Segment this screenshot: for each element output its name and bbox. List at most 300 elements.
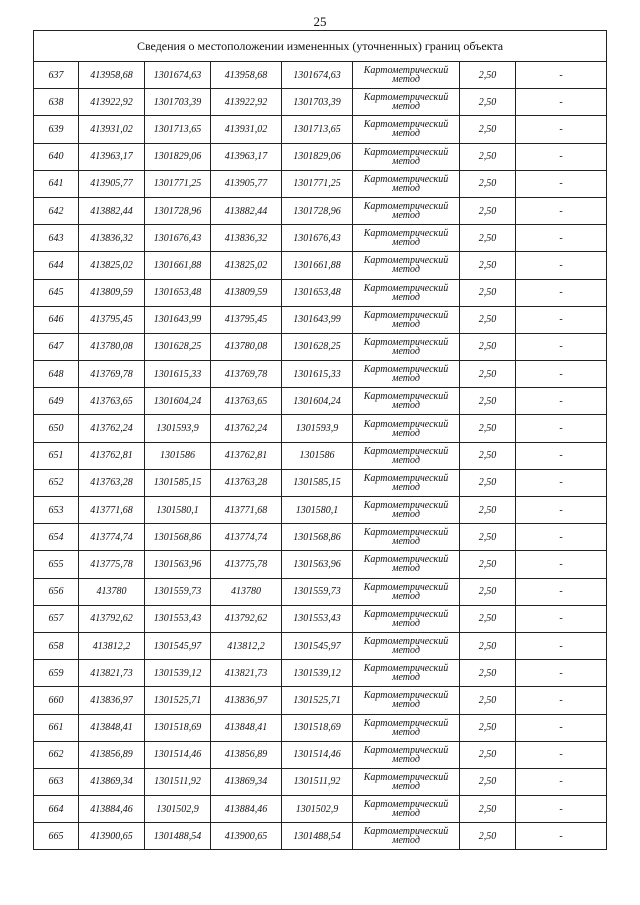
point-number-cell: 639	[34, 116, 79, 143]
method-cell	[353, 741, 460, 768]
method-line1: Картометрический	[363, 472, 449, 484]
table-row	[34, 497, 607, 524]
method-cell	[353, 714, 460, 741]
x-new-cell: 413780,08	[211, 333, 282, 360]
table-row	[34, 415, 607, 442]
y-new-cell: 1301661,88	[282, 252, 353, 279]
y-new-cell: 1301539,12	[282, 660, 353, 687]
table-row	[34, 605, 607, 632]
y-old-cell: 1301539,12	[145, 660, 211, 687]
accuracy-cell: 2,50	[460, 388, 516, 415]
method-line2: метод	[392, 210, 420, 222]
table-row	[34, 170, 607, 197]
y-new-cell: 1301604,24	[282, 388, 353, 415]
x-old-cell: 413900,65	[79, 823, 145, 850]
table-caption-row	[34, 31, 607, 62]
y-old-cell: 1301676,43	[145, 225, 211, 252]
y-old-cell: 1301580,1	[145, 497, 211, 524]
y-new-cell: 1301771,25	[282, 170, 353, 197]
x-new-cell: 413774,74	[211, 524, 282, 551]
method-line1: Картометрический	[363, 391, 449, 403]
table-row	[34, 687, 607, 714]
method-cell	[353, 252, 460, 279]
table-row	[34, 442, 607, 469]
y-old-cell: 1301525,71	[145, 687, 211, 714]
method-line1: Картометрический	[363, 228, 449, 240]
method-line1: Картометрический	[363, 581, 449, 593]
method-cell	[353, 469, 460, 496]
table-row	[34, 252, 607, 279]
description-cell: -	[516, 551, 607, 578]
x-new-cell: 413856,89	[211, 741, 282, 768]
method-line2: метод	[392, 808, 420, 820]
table-row	[34, 62, 607, 89]
y-old-cell: 1301585,15	[145, 469, 211, 496]
table-row	[34, 632, 607, 659]
y-new-cell: 1301488,54	[282, 823, 353, 850]
y-old-cell: 1301653,48	[145, 279, 211, 306]
x-old-cell: 413762,24	[79, 415, 145, 442]
method-line2: метод	[392, 699, 420, 711]
description-cell: -	[516, 143, 607, 170]
y-new-cell: 1301511,92	[282, 768, 353, 795]
method-line2: метод	[392, 291, 420, 303]
method-line2: метод	[392, 645, 420, 657]
accuracy-cell: 2,50	[460, 197, 516, 224]
method-cell	[353, 89, 460, 116]
method-line1: Картометрический	[363, 445, 449, 457]
y-new-cell: 1301728,96	[282, 197, 353, 224]
method-cell	[353, 415, 460, 442]
y-new-cell: 1301674,63	[282, 62, 353, 89]
method-line1: Картометрический	[363, 309, 449, 321]
method-line2: метод	[392, 400, 420, 412]
method-cell	[353, 279, 460, 306]
y-old-cell: 1301553,43	[145, 605, 211, 632]
y-new-cell: 1301713,65	[282, 116, 353, 143]
x-new-cell: 413762,81	[211, 442, 282, 469]
y-old-cell: 1301604,24	[145, 388, 211, 415]
description-cell: -	[516, 714, 607, 741]
y-old-cell: 1301771,25	[145, 170, 211, 197]
y-new-cell: 1301643,99	[282, 306, 353, 333]
description-cell: -	[516, 279, 607, 306]
table-row	[34, 116, 607, 143]
method-line2: метод	[392, 155, 420, 167]
x-old-cell: 413763,65	[79, 388, 145, 415]
method-line2: метод	[392, 128, 420, 140]
table-row	[34, 279, 607, 306]
method-line2: метод	[392, 835, 420, 847]
method-cell	[353, 551, 460, 578]
method-line1: Картометрический	[363, 92, 449, 104]
y-new-cell: 1301559,73	[282, 578, 353, 605]
point-number-cell: 646	[34, 306, 79, 333]
x-old-cell: 413780	[79, 578, 145, 605]
x-old-cell: 413763,28	[79, 469, 145, 496]
x-new-cell: 413958,68	[211, 62, 282, 89]
method-line2: метод	[392, 780, 420, 792]
table-row	[34, 660, 607, 687]
method-cell	[353, 442, 460, 469]
method-line2: метод	[392, 509, 420, 521]
x-new-cell: 413821,73	[211, 660, 282, 687]
y-old-cell: 1301514,46	[145, 741, 211, 768]
description-cell: -	[516, 768, 607, 795]
method-cell	[353, 605, 460, 632]
method-line1: Картометрический	[363, 146, 449, 158]
description-cell: -	[516, 524, 607, 551]
method-line2: метод	[392, 672, 420, 684]
x-new-cell: 413825,02	[211, 252, 282, 279]
table-row	[34, 225, 607, 252]
table-row	[34, 551, 607, 578]
description-cell: -	[516, 632, 607, 659]
y-new-cell: 1301545,97	[282, 632, 353, 659]
accuracy-cell: 2,50	[460, 252, 516, 279]
point-number-cell: 640	[34, 143, 79, 170]
table-row	[34, 714, 607, 741]
accuracy-cell: 2,50	[460, 632, 516, 659]
x-new-cell: 413848,41	[211, 714, 282, 741]
x-old-cell: 413774,74	[79, 524, 145, 551]
description-cell: -	[516, 823, 607, 850]
description-cell: -	[516, 333, 607, 360]
accuracy-cell: 2,50	[460, 143, 516, 170]
method-cell	[353, 823, 460, 850]
point-number-cell: 659	[34, 660, 79, 687]
method-line2: метод	[392, 753, 420, 765]
accuracy-cell: 2,50	[460, 89, 516, 116]
y-new-cell: 1301518,69	[282, 714, 353, 741]
x-old-cell: 413848,41	[79, 714, 145, 741]
table-row	[34, 524, 607, 551]
description-cell: -	[516, 388, 607, 415]
description-cell: -	[516, 578, 607, 605]
method-line2: метод	[392, 590, 420, 602]
x-old-cell: 413905,77	[79, 170, 145, 197]
x-new-cell: 413775,78	[211, 551, 282, 578]
point-number-cell: 650	[34, 415, 79, 442]
x-new-cell: 413963,17	[211, 143, 282, 170]
y-new-cell: 1301676,43	[282, 225, 353, 252]
description-cell: -	[516, 741, 607, 768]
table-row	[34, 823, 607, 850]
method-line1: Картометрический	[363, 255, 449, 267]
x-old-cell: 413809,59	[79, 279, 145, 306]
method-line2: метод	[392, 536, 420, 548]
method-line2: метод	[392, 427, 420, 439]
method-cell	[353, 796, 460, 823]
y-new-cell: 1301586	[282, 442, 353, 469]
y-old-cell: 1301568,86	[145, 524, 211, 551]
x-new-cell: 413869,34	[211, 768, 282, 795]
point-number-cell: 656	[34, 578, 79, 605]
accuracy-cell: 2,50	[460, 714, 516, 741]
y-new-cell: 1301628,25	[282, 333, 353, 360]
method-line1: Картометрический	[363, 690, 449, 702]
point-number-cell: 663	[34, 768, 79, 795]
description-cell: -	[516, 170, 607, 197]
description-cell: -	[516, 687, 607, 714]
description-cell: -	[516, 252, 607, 279]
accuracy-cell: 2,50	[460, 578, 516, 605]
method-cell	[353, 768, 460, 795]
method-cell	[353, 578, 460, 605]
method-line1: Картометрический	[363, 608, 449, 620]
accuracy-cell: 2,50	[460, 741, 516, 768]
method-line1: Картометрический	[363, 500, 449, 512]
point-number-cell: 644	[34, 252, 79, 279]
table-caption: Сведения о местоположении измененных (уточненных) границ объекта	[34, 31, 607, 62]
x-old-cell: 413836,97	[79, 687, 145, 714]
accuracy-cell: 2,50	[460, 116, 516, 143]
y-old-cell: 1301643,99	[145, 306, 211, 333]
y-old-cell: 1301674,63	[145, 62, 211, 89]
method-cell	[353, 143, 460, 170]
x-new-cell: 413771,68	[211, 497, 282, 524]
table-row	[34, 578, 607, 605]
point-number-cell: 649	[34, 388, 79, 415]
accuracy-cell: 2,50	[460, 415, 516, 442]
method-line2: метод	[392, 617, 420, 629]
method-line1: Картометрический	[363, 282, 449, 294]
method-line2: метод	[392, 182, 420, 194]
accuracy-cell: 2,50	[460, 442, 516, 469]
method-line1: Картометрический	[363, 418, 449, 430]
x-old-cell: 413769,78	[79, 361, 145, 388]
x-old-cell: 413780,08	[79, 333, 145, 360]
table-row	[34, 796, 607, 823]
accuracy-cell: 2,50	[460, 524, 516, 551]
y-new-cell: 1301615,33	[282, 361, 353, 388]
y-new-cell: 1301580,1	[282, 497, 353, 524]
point-number-cell: 651	[34, 442, 79, 469]
x-new-cell: 413900,65	[211, 823, 282, 850]
x-old-cell: 413836,32	[79, 225, 145, 252]
method-line1: Картометрический	[363, 65, 449, 77]
table-row	[34, 333, 607, 360]
x-new-cell: 413882,44	[211, 197, 282, 224]
method-line2: метод	[392, 264, 420, 276]
x-old-cell: 413922,92	[79, 89, 145, 116]
accuracy-cell: 2,50	[460, 62, 516, 89]
x-new-cell: 413763,28	[211, 469, 282, 496]
x-new-cell: 413931,02	[211, 116, 282, 143]
y-new-cell: 1301703,39	[282, 89, 353, 116]
point-number-cell: 654	[34, 524, 79, 551]
x-new-cell: 413780	[211, 578, 282, 605]
y-old-cell: 1301559,73	[145, 578, 211, 605]
x-new-cell: 413809,59	[211, 279, 282, 306]
method-line2: метод	[392, 454, 420, 466]
method-line1: Картометрический	[363, 636, 449, 648]
x-old-cell: 413821,73	[79, 660, 145, 687]
y-old-cell: 1301545,97	[145, 632, 211, 659]
y-new-cell: 1301553,43	[282, 605, 353, 632]
y-old-cell: 1301661,88	[145, 252, 211, 279]
point-number-cell: 661	[34, 714, 79, 741]
method-cell	[353, 62, 460, 89]
y-new-cell: 1301653,48	[282, 279, 353, 306]
y-new-cell: 1301514,46	[282, 741, 353, 768]
x-new-cell: 413812,2	[211, 632, 282, 659]
method-cell	[353, 388, 460, 415]
x-old-cell: 413963,17	[79, 143, 145, 170]
table-row	[34, 197, 607, 224]
y-old-cell: 1301563,96	[145, 551, 211, 578]
y-old-cell: 1301703,39	[145, 89, 211, 116]
description-cell: -	[516, 415, 607, 442]
accuracy-cell: 2,50	[460, 605, 516, 632]
method-cell	[353, 225, 460, 252]
method-line1: Картометрический	[363, 554, 449, 566]
y-old-cell: 1301511,92	[145, 768, 211, 795]
point-number-cell: 652	[34, 469, 79, 496]
x-new-cell: 413905,77	[211, 170, 282, 197]
method-line1: Картометрический	[363, 826, 449, 838]
method-line2: метод	[392, 345, 420, 357]
y-old-cell: 1301615,33	[145, 361, 211, 388]
x-old-cell: 413884,46	[79, 796, 145, 823]
method-line1: Картометрический	[363, 717, 449, 729]
description-cell: -	[516, 796, 607, 823]
description-cell: -	[516, 605, 607, 632]
x-old-cell: 413762,81	[79, 442, 145, 469]
x-old-cell: 413795,45	[79, 306, 145, 333]
x-old-cell: 413812,2	[79, 632, 145, 659]
point-number-cell: 645	[34, 279, 79, 306]
method-line2: метод	[392, 563, 420, 575]
y-new-cell: 1301585,15	[282, 469, 353, 496]
x-old-cell: 413825,02	[79, 252, 145, 279]
x-old-cell: 413775,78	[79, 551, 145, 578]
point-number-cell: 643	[34, 225, 79, 252]
method-cell	[353, 306, 460, 333]
method-cell	[353, 197, 460, 224]
point-number-cell: 657	[34, 605, 79, 632]
accuracy-cell: 2,50	[460, 333, 516, 360]
description-cell: -	[516, 116, 607, 143]
x-old-cell: 413958,68	[79, 62, 145, 89]
x-old-cell: 413882,44	[79, 197, 145, 224]
description-cell: -	[516, 361, 607, 388]
table-row	[34, 388, 607, 415]
point-number-cell: 647	[34, 333, 79, 360]
y-new-cell: 1301563,96	[282, 551, 353, 578]
method-line1: Картометрический	[363, 201, 449, 213]
method-cell	[353, 687, 460, 714]
accuracy-cell: 2,50	[460, 306, 516, 333]
table-row	[34, 361, 607, 388]
x-old-cell: 413931,02	[79, 116, 145, 143]
y-old-cell: 1301593,9	[145, 415, 211, 442]
method-line1: Картометрический	[363, 364, 449, 376]
method-cell	[353, 333, 460, 360]
point-number-cell: 658	[34, 632, 79, 659]
x-old-cell: 413869,34	[79, 768, 145, 795]
y-new-cell: 1301502,9	[282, 796, 353, 823]
x-old-cell: 413856,89	[79, 741, 145, 768]
method-cell	[353, 361, 460, 388]
point-number-cell: 638	[34, 89, 79, 116]
point-number-cell: 653	[34, 497, 79, 524]
method-line2: метод	[392, 481, 420, 493]
accuracy-cell: 2,50	[460, 768, 516, 795]
method-line2: метод	[392, 726, 420, 738]
method-line2: метод	[392, 74, 420, 86]
description-cell: -	[516, 89, 607, 116]
y-old-cell: 1301502,9	[145, 796, 211, 823]
y-new-cell: 1301593,9	[282, 415, 353, 442]
description-cell: -	[516, 62, 607, 89]
method-line1: Картометрический	[363, 119, 449, 131]
x-new-cell: 413792,62	[211, 605, 282, 632]
accuracy-cell: 2,50	[460, 361, 516, 388]
x-new-cell: 413763,65	[211, 388, 282, 415]
x-new-cell: 413769,78	[211, 361, 282, 388]
accuracy-cell: 2,50	[460, 823, 516, 850]
description-cell: -	[516, 197, 607, 224]
method-line2: метод	[392, 101, 420, 113]
y-old-cell: 1301628,25	[145, 333, 211, 360]
x-new-cell: 413795,45	[211, 306, 282, 333]
method-cell	[353, 497, 460, 524]
point-number-cell: 660	[34, 687, 79, 714]
accuracy-cell: 2,50	[460, 170, 516, 197]
point-number-cell: 662	[34, 741, 79, 768]
accuracy-cell: 2,50	[460, 225, 516, 252]
x-new-cell: 413836,97	[211, 687, 282, 714]
method-line1: Картометрический	[363, 527, 449, 539]
description-cell: -	[516, 306, 607, 333]
method-cell	[353, 660, 460, 687]
y-new-cell: 1301525,71	[282, 687, 353, 714]
point-number-cell: 664	[34, 796, 79, 823]
y-old-cell: 1301713,65	[145, 116, 211, 143]
accuracy-cell: 2,50	[460, 687, 516, 714]
accuracy-cell: 2,50	[460, 497, 516, 524]
y-old-cell: 1301488,54	[145, 823, 211, 850]
method-line1: Картометрический	[363, 336, 449, 348]
x-old-cell: 413771,68	[79, 497, 145, 524]
y-old-cell: 1301728,96	[145, 197, 211, 224]
point-number-cell: 665	[34, 823, 79, 850]
method-cell	[353, 632, 460, 659]
y-old-cell: 1301518,69	[145, 714, 211, 741]
point-number-cell: 641	[34, 170, 79, 197]
accuracy-cell: 2,50	[460, 469, 516, 496]
method-cell	[353, 170, 460, 197]
x-new-cell: 413836,32	[211, 225, 282, 252]
x-new-cell: 413922,92	[211, 89, 282, 116]
point-number-cell: 648	[34, 361, 79, 388]
method-line1: Картометрический	[363, 173, 449, 185]
description-cell: -	[516, 442, 607, 469]
boundary-coordinates-table	[33, 30, 607, 850]
y-new-cell: 1301568,86	[282, 524, 353, 551]
method-line2: метод	[392, 373, 420, 385]
method-line1: Картометрический	[363, 744, 449, 756]
table-row	[34, 469, 607, 496]
table-row	[34, 306, 607, 333]
x-new-cell: 413884,46	[211, 796, 282, 823]
table-row	[34, 89, 607, 116]
table-row	[34, 741, 607, 768]
table-row	[34, 768, 607, 795]
table-row	[34, 143, 607, 170]
x-old-cell: 413792,62	[79, 605, 145, 632]
